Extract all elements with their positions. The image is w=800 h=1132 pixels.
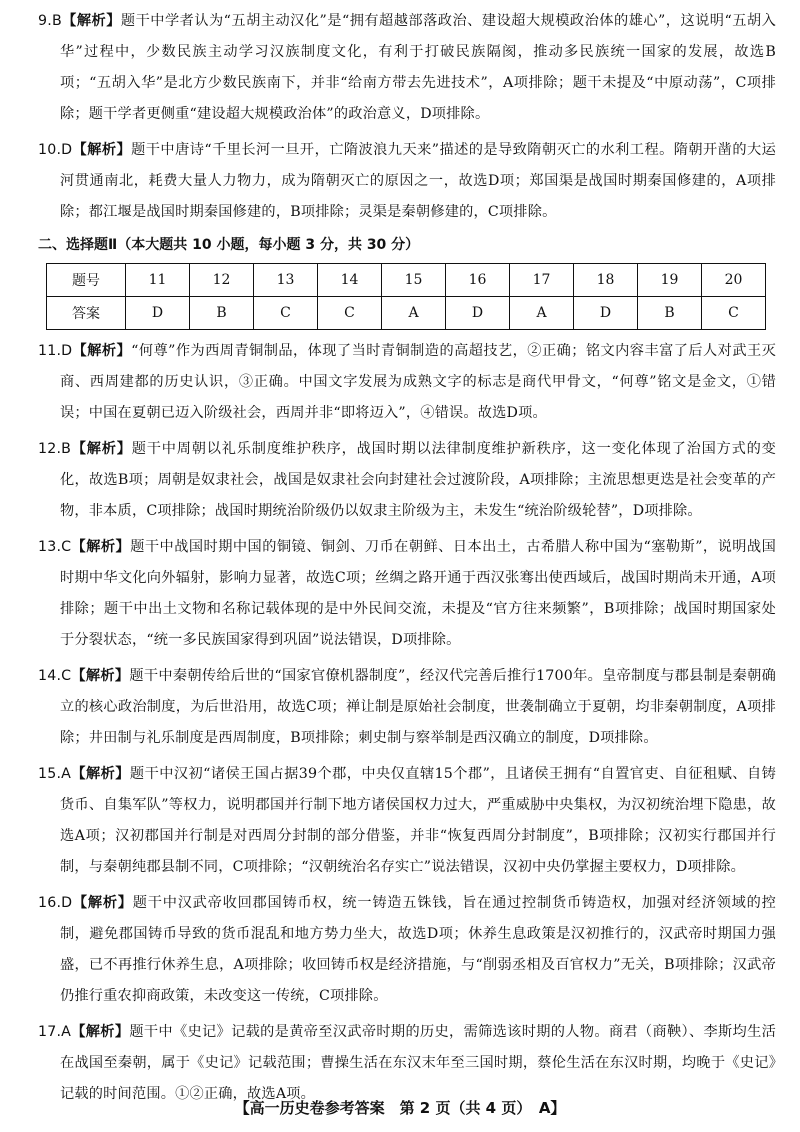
item-tag: 【解析】: [71, 668, 130, 684]
question-number-cell: 11: [126, 264, 190, 297]
item-number: 10.: [38, 142, 62, 158]
answer-cell: C: [702, 297, 766, 330]
answer-key-page: [38, 6, 776, 1115]
item-text: 题干中周朝以礼乐制度维护秩序，战国时期以法律制度维护新秩序，这一变化体现了治国方式的变化，故选B项；周朝是奴隶社会，战国是奴隶社会向封建社会过渡阶段，A项排除；主流思想更迭是社会变革的产物，非本质，C项排除；战国时期统治阶级仍以奴隶主阶级为主，未发生“统治阶级轮替”，D项排除。: [60, 441, 776, 519]
item-number: 15.: [38, 766, 62, 782]
answer-cell: C: [254, 297, 318, 330]
item-text: 题干中学者认为“五胡主动汉化”是“拥有超越部落政治、建设超大规模政治体的雄心”，这说明“五胡入华”过程中，少数民族主动学习汉族制度文化，有利于打破民族隔阂，推动多民族统一国家的发展，故选B项；“五胡入华”是北方少数民族南下，并非“给南方带去先进技术”，A项排除；题干未提及“中原动荡”，C项排除；题干学者更侧重“建设超大规模政治体”的政治意义，D项排除。: [60, 13, 776, 122]
answer-cell: C: [318, 297, 382, 330]
item-tag: 【解析】: [71, 441, 132, 457]
item-text: “何尊”作为西周青铜制品，体现了当时青铜制造的高超技艺，②正确；铭文内容丰富了后人对武王灭商、西周建都的历史认识，③正确。中国文字发展为成熟文字的标志是商代甲骨文，“何尊”铭文是金文，①错误；中国在夏朝已迈入阶级社会，西周并非“即将迈入”，④错误。故选D项。: [60, 343, 776, 421]
question-number-cell: 14: [318, 264, 382, 297]
item-number: 14.: [38, 668, 62, 684]
question-number-cell: 15: [382, 264, 446, 297]
answer-cell: D: [126, 297, 190, 330]
table-header-cell: 题号: [47, 264, 126, 297]
item-tag: 【解析】: [72, 895, 133, 911]
item-answer: C: [61, 668, 72, 684]
item-number: 9.: [38, 13, 52, 29]
answer-cell: A: [382, 297, 446, 330]
item-tag: 【解析】: [71, 539, 131, 555]
item-number: 17.: [38, 1024, 62, 1040]
answer-cell: B: [638, 297, 702, 330]
item-list-top: [38, 6, 776, 228]
explanation-item: [38, 661, 776, 754]
item-answer: B: [51, 13, 62, 29]
item-text: 题干中唐诗“千里长河一旦开，亡隋波浪九天来”描述的是导致隋朝灭亡的水利工程。隋朝开凿的大运河贯通南北，耗费大量人力物力，成为隋朝灭亡的原因之一，故选D项；郑国渠是战国时期秦国修建的，A项排除；都江堰是战国时期秦国修建的，B项排除；灵渠是秦朝修建的，C项排除。: [60, 142, 776, 220]
item-number: 13.: [38, 539, 62, 555]
item-text: 题干中汉初“诸侯王国占据39个郡，中央仅直辖15个郡”，且诸侯王拥有“自置官吏、自征租赋、自铸货币、自集军队”等权力，说明郡国并行制下地方诸侯国权力过大，严重威胁中央集权，为汉初统治埋下隐患，故选A项；汉初郡国并行制是对西周分封制的部分借鉴，并非“恢复西周分封制度”，B项排除；汉初实行郡国并行制，与秦朝纯郡县制不同，C项排除；“汉朝统治名存实亡”说法错误，汉初中央仍掌握主要权力，D项排除。: [60, 766, 776, 875]
answer-cell: D: [574, 297, 638, 330]
item-number: 12.: [38, 441, 62, 457]
table-header-cell: 答案: [47, 297, 126, 330]
explanation-item: [38, 759, 776, 883]
question-number-cell: 18: [574, 264, 638, 297]
section-title: 二、选择题Ⅱ（本大题共 10 小题，每小题 3 分，共 30 分）: [38, 237, 420, 253]
item-answer: B: [61, 441, 72, 457]
question-number-cell: 20: [702, 264, 766, 297]
item-number: 11.: [38, 343, 62, 359]
table-row: [47, 297, 766, 330]
question-number-cell: 19: [638, 264, 702, 297]
question-number-cell: 13: [254, 264, 318, 297]
page-footer: 【高一历史卷参考答案 第 2 页（共 4 页） A】: [234, 1099, 566, 1117]
item-answer: D: [61, 142, 73, 158]
answer-cell: D: [446, 297, 510, 330]
table-row: [47, 264, 766, 297]
answer-cell: A: [510, 297, 574, 330]
item-text: 题干中汉武帝收回郡国铸币权，统一铸造五铢钱，旨在通过控制货币铸造权，加强对经济领域的控制，避免郡国铸币导致的货币混乱和地方势力坐大，故选D项；休养生息政策是汉初推行的，汉武帝时期国力强盛，已不再推行休养生息，A项排除；收回铸币权是经济措施，与“削弱丞相及百官权力”无关，B项排除；汉武帝仍推行重农抑商政策，未改变这一传统，C项排除。: [60, 895, 776, 1004]
item-tag: 【解析】: [71, 1024, 130, 1040]
answer-cell: B: [190, 297, 254, 330]
item-text: 题干中秦朝传给后世的“国家官僚机器制度”，经汉代完善后推行1700年。皇帝制度与郡县制是秦朝确立的核心政治制度，为后世沿用，故选C项；禅让制是原始社会制度，世袭制确立于夏朝，均非秦朝制度，A项排除；井田制与礼乐制度是西周制度，B项排除；刺史制与察举制是西汉确立的制度，D项排除。: [60, 668, 776, 746]
item-answer: A: [61, 766, 72, 782]
item-tag: 【解析】: [71, 766, 130, 782]
item-text: 题干中战国时期中国的铜镜、铜剑、刀币在朝鲜、日本出土，古希腊人称中国为“塞勒斯”，说明战国时期中华文化向外辐射，影响力显著，故选C项；丝绸之路开通于西汉张骞出使西域后，战国时期尚未开通，A项排除；题干中出土文物和名称记载体现的是中外民间交流，未提及“官方往来频繁”，B项排除；战国时期国家处于分裂状态，“统一多民族国家得到巩固”说法错误，D项排除。: [60, 539, 776, 648]
item-answer: C: [61, 539, 72, 555]
item-tag: 【解析】: [72, 343, 132, 359]
question-number-cell: 16: [446, 264, 510, 297]
item-list-bottom: [38, 336, 776, 1110]
item-tag: 【解析】: [61, 13, 121, 29]
question-number-cell: 12: [190, 264, 254, 297]
explanation-item: [38, 336, 776, 429]
item-answer: D: [61, 895, 73, 911]
item-answer: D: [61, 343, 73, 359]
explanation-item: [38, 6, 776, 130]
item-number: 16.: [38, 895, 62, 911]
explanation-item: [38, 532, 776, 656]
question-number-cell: 17: [510, 264, 574, 297]
item-tag: 【解析】: [72, 142, 132, 158]
answer-table: [46, 263, 766, 330]
explanation-item: [38, 888, 776, 1012]
explanation-item: [38, 434, 776, 527]
item-answer: A: [61, 1024, 72, 1040]
explanation-item: [38, 135, 776, 228]
item-text: 题干中《史记》记载的是黄帝至汉武帝时期的历史，需筛选该时期的人物。商君（商鞅）、李斯均生活在战国至秦朝，属于《史记》记载范围；曹操生活在东汉末年至三国时期，蔡伦生活在东汉时期，均晚于《史记》记载的时间范围。①②正确，故选A项。: [60, 1024, 776, 1102]
